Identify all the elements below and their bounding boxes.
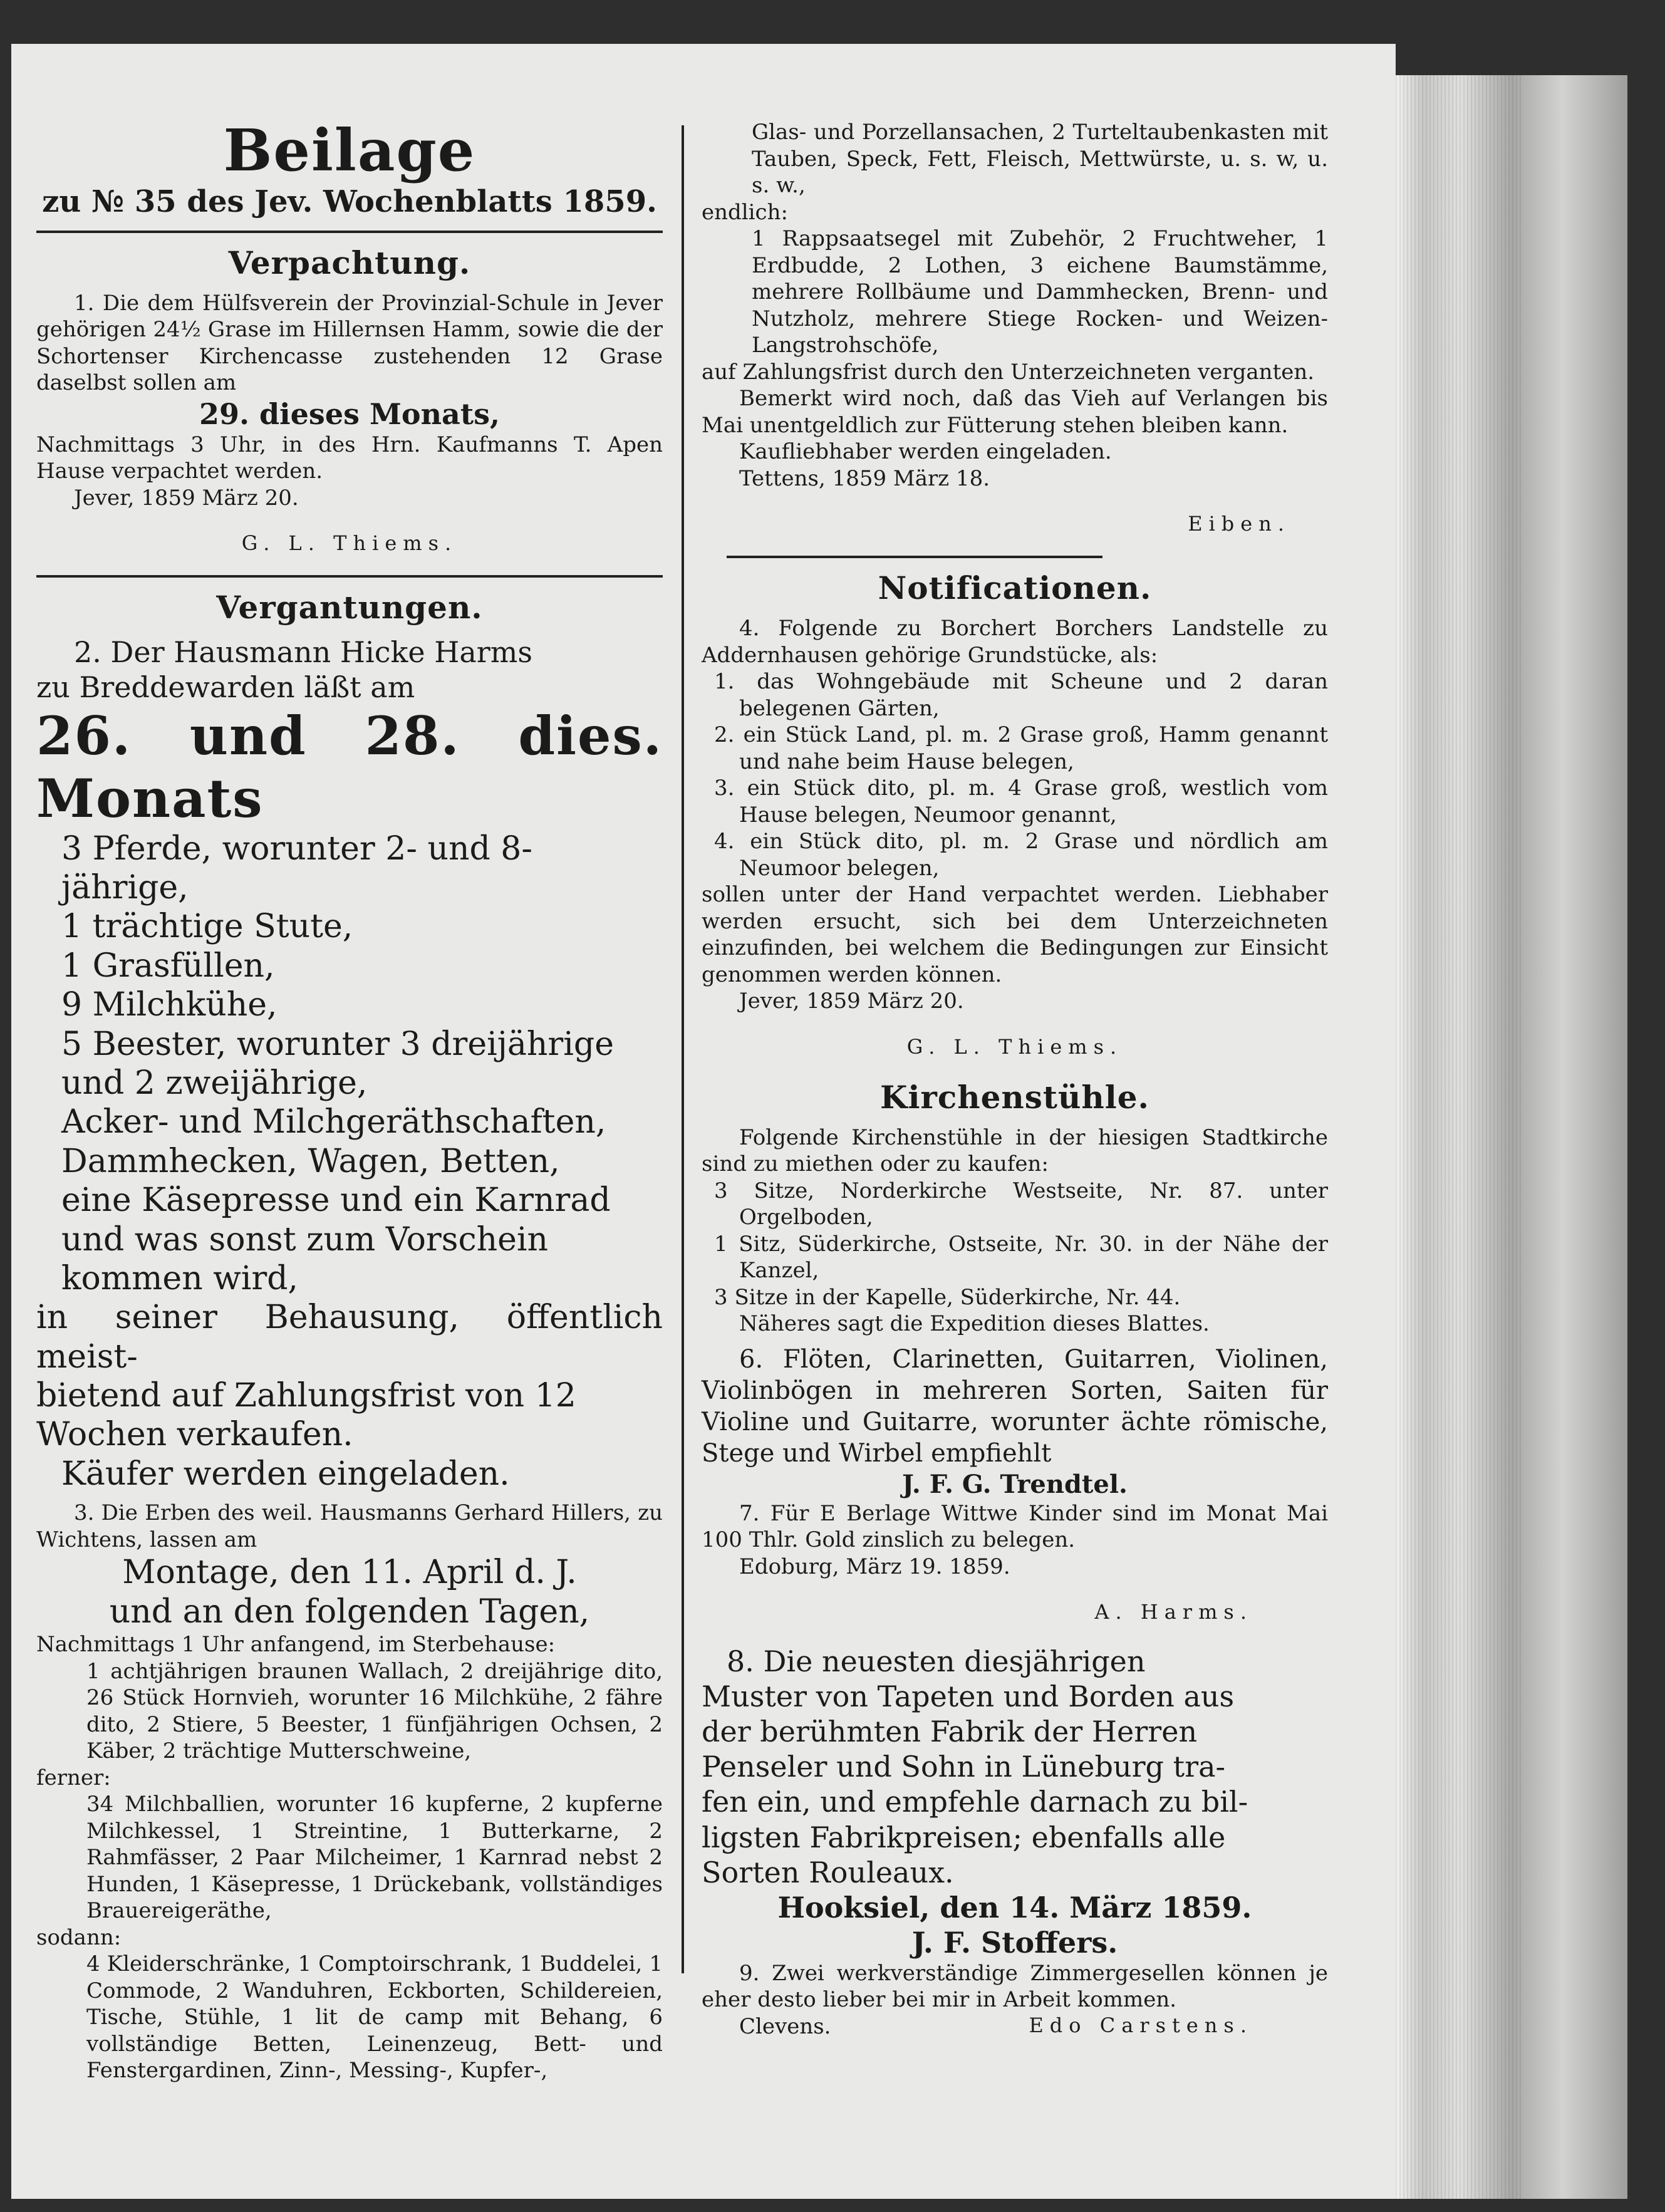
notice-8-line: fen ein, und empfehle darnach zu bil- <box>702 1785 1248 1819</box>
notice-3-signature: Eiben. <box>1188 512 1290 536</box>
notice-2-line-b: zu Breddewarden läßt am <box>36 670 415 705</box>
notice-3-list-1: 1 achtjährigen braunen Wallach, 2 dreijährige dito, 26 Stück Hornvieh, worunter 16 Milchkühe, 2 fähre dito, 2 Stiere, 5 Beester, 1 fünfjährigen Ochsen, 2 Käber, 2 trächtige Mutterschweine, <box>86 1658 663 1764</box>
notice-8-line: der berühmten Fabrik der Herren <box>702 1715 1198 1749</box>
notice-4-end: sollen unter der Hand verpachtet werden. Liebhaber werden ersucht, sich bei dem Unterzeichneten einzufinden, bei welchem die Bedingungen zur Einsicht genommen werden können. <box>702 882 1328 987</box>
notice-7-text: 7. Für E Berlage Wittwe Kinder sind im Monat Mai 100 Thlr. Gold zinslich zu belegen. <box>702 1500 1328 1552</box>
masthead-subtitle: zu № 35 des Jev. Wochenblatts 1859. <box>42 184 657 220</box>
notice-1-signature: G. L. Thiems. <box>241 531 458 556</box>
notice-9-text: 9. Zwei werkverständige Zimmergesellen können je eher desto lieber bei mir in Arbeit kommen. <box>702 1960 1328 2013</box>
notice-2-end-line: Wochen verkaufen. <box>36 1416 353 1454</box>
notice-2-end-line: in seiner Behausung, öffentlich meist- <box>36 1299 663 1376</box>
notice-2-end-line: bietend auf Zahlungsfrist von 12 <box>36 1377 576 1415</box>
list-item: jährige, <box>61 869 189 907</box>
right-column <box>702 119 1328 2040</box>
left-column <box>36 119 663 2084</box>
notice-3-time: Nachmittags 1 Uhr anfangend, im Sterbehause: <box>36 1632 556 1658</box>
notice-2-items <box>36 829 663 1299</box>
column-divider <box>682 125 684 1973</box>
kirchen-item: 3 Sitze in der Kapelle, Süderkirche, Nr. 44. <box>714 1284 1181 1310</box>
kirchen-intro: Folgende Kirchenstühle in der hiesigen Stadtkirche sind zu miethen oder zu kaufen: <box>702 1124 1328 1176</box>
section-heading-verpachtung: Verpachtung. <box>228 244 471 281</box>
section-heading-vergantungen: Vergantungen. <box>216 589 483 626</box>
section-heading-notificationen: Notificationen. <box>878 569 1152 606</box>
notice-7-signature: A. Harms. <box>1094 1600 1253 1624</box>
kirchen-item: 3 Sitze, Norderkirche Westseite, Nr. 87. unter Orgelboden, <box>714 1178 1328 1230</box>
kirchen-item: 1 Sitz, Süderkirche, Ostseite, Nr. 30. in der Nähe der Kanzel, <box>714 1231 1328 1283</box>
list-item: Acker- und Milchgeräthschaften, <box>61 1103 606 1141</box>
notice-3-kauf: Kaufliebhaber werden eingeladen. <box>739 439 1112 464</box>
notice-4-item: 3. ein Stück dito, pl. m. 4 Grase groß, westlich vom Hause belegen, Neumoor genannt, <box>714 776 1328 828</box>
notice-1-text: 1. Die dem Hülfsverein der Provinzial-Schule in Jever gehörigen 24½ Grase im Hillernsen Hamm, sowie die der Schortenser Kirchencasse zustehenden 12 Grase daselbst sollen am <box>36 290 663 396</box>
notice-2-date: 26. und 28. dies. Monats <box>36 705 663 829</box>
rule <box>36 575 663 578</box>
list-item: kommen wird, <box>61 1259 299 1297</box>
notice-4-text: 4. Folgende zu Borchert Borchers Landstelle zu Addernhausen gehörige Grundstücke, als: <box>702 616 1328 668</box>
notice-3-endlich: endlich: <box>702 199 788 225</box>
notice-3-list-2: 34 Milchballien, worunter 16 kupferne, 2 kupferne Milchkessel, 1 Streintine, 1 Butterkarne, 2 Rahmfässer, 2 Paar Milcheimer, 1 Karnrad nebst 2 Hunden, 1 Käsepresse, 1 Drückebank, vollständiges Brauereigeräthe, <box>86 1792 663 1924</box>
masthead-title: Beilage <box>223 117 476 184</box>
notice-4-item: 4. ein Stück dito, pl. m. 2 Grase und nördlich am Neumoor belegen, <box>714 829 1328 881</box>
list-item: und was sonst zum Vorschein <box>61 1220 548 1259</box>
notice-2-end-line: Käufer werden eingeladen. <box>61 1455 510 1493</box>
rule <box>727 556 1102 558</box>
notice-3-sodann: sodann: <box>36 1924 122 1950</box>
notice-1-place: Jever, 1859 März 20. <box>74 485 299 511</box>
notice-4-item: 2. ein Stück Land, pl. m. 2 Grase groß, Hamm genannt und nahe beim Hause belegen, <box>714 722 1328 774</box>
notice-6-signature: J. F. G. Trendtel. <box>902 1469 1128 1499</box>
notice-8-line: 8. Die neuesten diesjährigen <box>727 1644 1146 1678</box>
notice-8-place: Hooksiel, den 14. März 1859. <box>777 1890 1252 1924</box>
notice-1-date: 29. dieses Monats, <box>199 397 501 431</box>
notice-8-line: Sorten Rouleaux. <box>702 1855 954 1889</box>
notice-3-continued: Glas- und Porzellansachen, 2 Turteltaubenkasten mit Tauben, Speck, Fett, Fleisch, Mettwürste, u. s. w, u. s. w., <box>752 120 1328 198</box>
notice-7-place: Edoburg, März 19. 1859. <box>739 1554 1010 1579</box>
list-item: 1 Grasfüllen, <box>61 947 275 985</box>
notice-1-text-b: Nachmittags 3 Uhr, in des Hrn. Kaufmanns T. Apen Hause verpachtet werden. <box>36 432 663 484</box>
notice-3-bemerkt: Bemerkt wird noch, daß das Vieh auf Verlangen bis Mai unentgeldlich zur Fütterung stehen bleiben kann. <box>702 386 1328 438</box>
rule <box>36 231 663 233</box>
notice-3-list-3: 4 Kleiderschränke, 1 Comptoirschrank, 1 Buddelei, 1 Commode, 2 Wanduhren, Eckborten, Schildereien, Tische, Stühle, 1 lit de camp mit Behang, 6 vollständige Betten, Leinenzeug, Bett- und Fenstergardinen, Zinn-, Messing-, Kupfer-, <box>86 1951 663 2084</box>
list-item: 1 trächtige Stute, <box>61 908 353 946</box>
notice-6-text: 6. Flöten, Clarinetten, Guitarren, Violinen, Violinbögen in mehreren Sorten, Saiten für Violine und Guitarre, worunter ächte römische, Stege und Wirbel empfiehlt <box>702 1344 1328 1468</box>
notice-3-date-b: und an den folgenden Tagen, <box>109 1592 590 1631</box>
notice-9-place: Clevens. <box>739 2013 831 2039</box>
kirchen-end: Näheres sagt die Expedition dieses Blattes. <box>739 1311 1210 1336</box>
section-heading-kirchenstuehle: Kirchenstühle. <box>880 1078 1149 1116</box>
notice-2-line-a: 2. Der Hausmann Hicke Harms <box>74 635 532 670</box>
list-item: 9 Milchkühe, <box>61 986 278 1024</box>
notice-8-signature: J. F. Stoffers. <box>911 1925 1118 1960</box>
notice-3-date-a: Montage, den 11. April d. J. <box>122 1554 577 1592</box>
page-edge-lines <box>1396 75 1521 2199</box>
notice-8-line: Muster von Tapeten und Borden aus <box>702 1680 1235 1714</box>
list-item: 5 Beester, worunter 3 dreijährige <box>61 1025 614 1063</box>
notice-3-auf: auf Zahlungsfrist durch den Unterzeichneten verganten. <box>702 359 1315 385</box>
notice-4-place: Jever, 1859 März 20. <box>739 989 964 1014</box>
list-item: Dammhecken, Wagen, Betten, <box>61 1142 560 1180</box>
notice-8-block <box>702 1644 1328 1890</box>
notice-8-line: Penseler und Sohn in Lüneburg tra- <box>702 1750 1226 1784</box>
notice-8-line: ligsten Fabrikpreisen; ebenfalls alle <box>702 1820 1226 1854</box>
notice-3-place: Tettens, 1859 März 18. <box>739 465 990 491</box>
notice-9-signature: Edo Carstens. <box>1029 2013 1253 2037</box>
notice-3-ferner: ferner: <box>36 1765 111 1790</box>
notice-4-signature: G. L. Thiems. <box>906 1034 1123 1059</box>
list-item: und 2 zweijährige, <box>61 1064 368 1102</box>
notice-3-list-4: 1 Rappsaatsegel mit Zubehör, 2 Fruchtweher, 1 Erdbudde, 2 Lothen, 3 eichene Baumstämme, mehrere Rollbäume und Dammhecken, Brenn- und Nutzholz, mehrere Stiege Rocken- und Weizen-Langstrohschöfe, <box>752 226 1328 358</box>
list-item: 3 Pferde, worunter 2- und 8- <box>61 829 532 868</box>
notice-9-footer <box>702 2013 1328 2040</box>
notice-3-text: 3. Die Erben des weil. Hausmanns Gerhard Hillers, zu Wichtens, lassen am <box>36 1500 663 1552</box>
list-item: eine Käsepresse und ein Karnrad <box>61 1181 611 1220</box>
notice-4-item: 1. das Wohngebäude mit Scheune und 2 daran belegenen Gärten, <box>714 669 1328 721</box>
